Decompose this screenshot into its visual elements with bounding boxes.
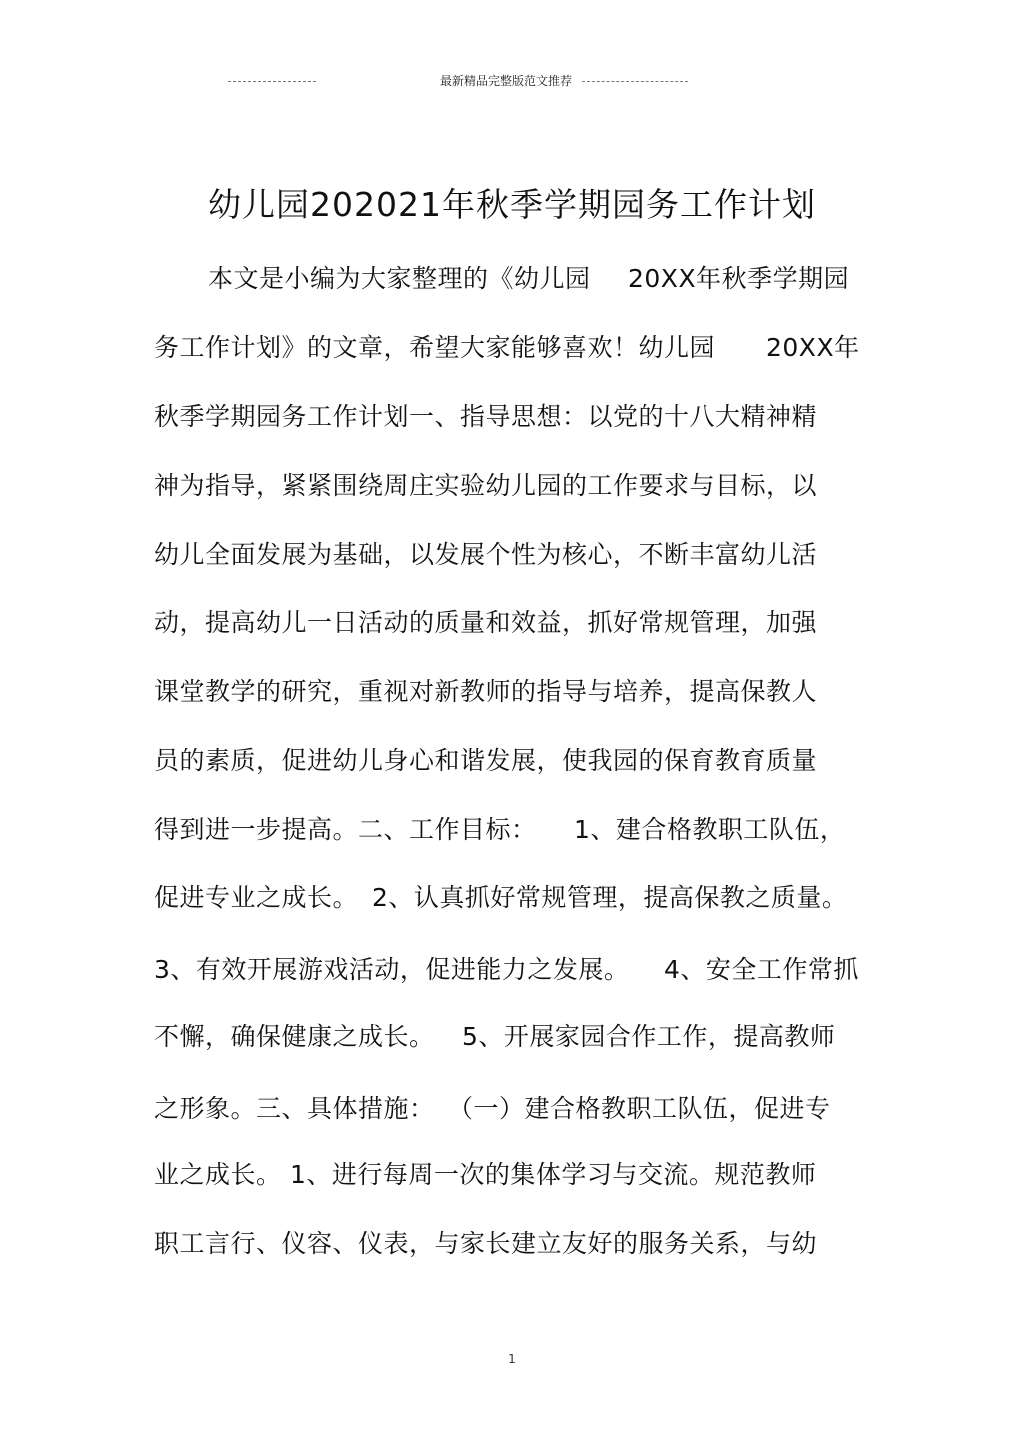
body-line-7: 课堂教学的研究，重视对新教师的指导与培养，提高保教人 (154, 677, 818, 706)
body-line-10-b: 2、认真抓好常规管理，提高保教之质量。 (372, 883, 848, 912)
body-line-14-a: 业之成长。 (154, 1160, 282, 1189)
body-line-3: 秋季学期园务工作计划一、指导思想：以党的十八大精神精 (154, 402, 818, 431)
body-line-8: 员的素质，促进幼儿身心和谐发展，使我园的保育教育质量 (154, 746, 818, 775)
header-dashed-rule-left (228, 81, 316, 82)
body-line-2-b: 20XX年 (766, 333, 860, 362)
document-title: 幼儿园202021年秋季学期园务工作计划 (208, 185, 816, 224)
body-line-9-a: 得到进一步提高。二、工作目标： (154, 815, 537, 844)
body-line-10-a: 促进专业之成长。 (154, 883, 359, 912)
body-line-11-b: 4、安全工作常抓 (664, 955, 859, 984)
body-line-9-b: 1、建合格教职工队伍， (574, 815, 846, 844)
body-line-4: 神为指导，紧紧围绕周庄实验幼儿园的工作要求与目标，以 (154, 471, 818, 500)
body-line-14-b: 1、进行每周一次的集体学习与交流。规范教师 (290, 1160, 817, 1189)
body-line-1-a: 本文是小编为大家整理的《幼儿园 (208, 264, 591, 293)
header-dashed-rule-right (582, 81, 688, 82)
body-line-11-a: 3、有效开展游戏活动，促进能力之发展。 (154, 955, 630, 984)
page-number: 1 (508, 1352, 516, 1366)
body-line-6: 动，提高幼儿一日活动的质量和效益，抓好常规管理，加强 (154, 608, 818, 637)
page-header (0, 72, 1024, 92)
body-line-13-b: （一）建合格教职工队伍，促进专 (448, 1094, 831, 1123)
body-line-2-a: 务工作计划》的文章，希望大家能够喜欢！幼儿园 (154, 333, 716, 362)
body-line-5: 幼儿全面发展为基础，以发展个性为核心，不断丰富幼儿活 (154, 540, 818, 569)
body-line-13-a: 之形象。三、具体措施： (154, 1094, 435, 1123)
body-line-12-b: 5、开展家园合作工作，提高教师 (462, 1022, 836, 1051)
body-line-1-b: 20XX年秋季学期园 (628, 264, 850, 293)
header-text: 最新精品完整版范文推荐 (440, 74, 573, 88)
body-line-15: 职工言行、仪容、仪表，与家长建立友好的服务关系，与幼 (154, 1229, 818, 1258)
body-line-12-a: 不懈，确保健康之成长。 (154, 1022, 435, 1051)
